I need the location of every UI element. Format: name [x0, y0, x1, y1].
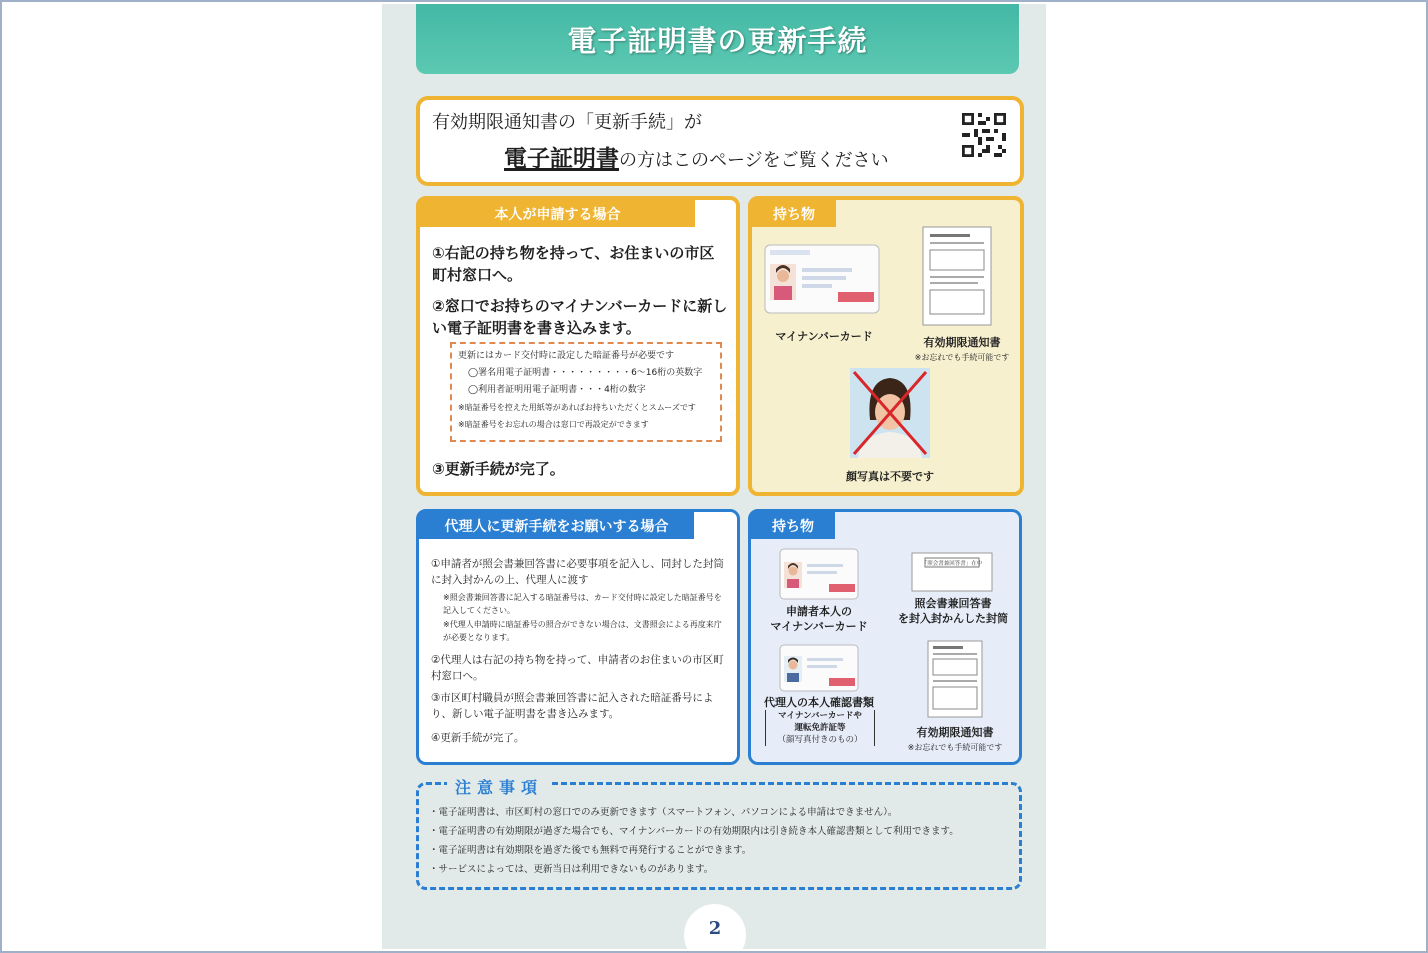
notice-box: [416, 778, 1022, 890]
intro-emphasis: 電子証明書: [504, 146, 619, 172]
intro-line-2: [504, 140, 889, 173]
envelope-image: [911, 552, 993, 592]
no-face-photo-image: [850, 368, 930, 458]
applicant-card-label-line: マイナンバーカード: [770, 620, 868, 633]
applicant-card-image: [779, 548, 859, 600]
proxy-id-line: （顔写真付きのもの）: [777, 735, 863, 745]
proxy-notice-label: 有効期限通知書: [916, 726, 994, 739]
pin-note-line: ◯利用者証明用電子証明書・・・4桁の数字: [468, 385, 646, 395]
self-card-label: マイナンバーカード: [775, 330, 873, 343]
proxy-step-1: ①申請者が照会書兼回答書に必要事項を記入し、同封した封筒に封入封かんの上、代理人に渡す: [431, 558, 724, 586]
notice-heading: 注意事項: [447, 775, 551, 798]
self-application-box: [416, 196, 740, 496]
self-step-2: ②窓口でお持ちのマイナンバーカードに新しい電子証明書を書き込みます。: [432, 297, 728, 337]
self-items-tab: 持ち物: [752, 200, 836, 227]
applicant-card-label-line: 申請者本人の: [786, 605, 852, 618]
self-notice-label: 有効期限通知書: [923, 336, 1001, 349]
intro-box: [416, 96, 1024, 186]
proxy-items-box: [748, 509, 1022, 765]
expiry-notice-document-image: [922, 226, 992, 326]
pin-note-box: [450, 342, 722, 442]
proxy-notice-sublabel: ※お忘れでも手続可能です: [907, 743, 1003, 752]
qr-code-icon[interactable]: [962, 113, 1006, 157]
pin-note-line: ※暗証番号をお忘れの場合は窓口で再設定ができます: [458, 420, 649, 429]
proxy-step-1-note-1: ※照会書兼回答書に記入する暗証番号は、カード交付時に設定した暗証番号を記入してください。: [443, 593, 722, 615]
proxy-step-4: ④更新手続が完了。: [431, 732, 525, 744]
envelope-document-title: 「照会書兼回答書」在中: [921, 561, 983, 567]
proxy-id-title: 代理人の本人確認書類: [764, 696, 874, 709]
self-step-1: ①右記の持ち物を持って、お住まいの市区町村窓口へ。: [432, 244, 715, 284]
self-items-box: [748, 196, 1024, 496]
applicant-card-label: [759, 604, 879, 634]
notice-item: ・サービスによっては、更新当日は利用できないものがあります。: [429, 864, 714, 875]
pin-note-line: 更新にはカード交付時に設定した暗証番号が必要です: [458, 351, 675, 361]
proxy-expiry-notice-image: [927, 640, 983, 718]
notice-item: ・電子証明書は有効期限を過ぎた後でも無料で再発行することができます。: [429, 845, 752, 856]
envelope-label: [891, 596, 1015, 626]
proxy-id-line: 運転免許証等: [794, 723, 846, 733]
page-title: 電子証明書の更新手続: [567, 23, 868, 58]
pin-note-line: ◯署名用電子証明書・・・・・・・・・6～16桁の英数字: [468, 368, 703, 378]
proxy-application-box: [416, 509, 740, 765]
intro-line-2-rest: の方はこのページをご覧ください: [619, 150, 889, 171]
notice-list: [429, 803, 959, 879]
proxy-step-1-note-2: ※代理人申請時に暗証番号の照合ができない場合は、文書照会による再度来庁が必要となります。: [443, 620, 722, 642]
self-step-3: ③更新手続が完了。: [432, 460, 565, 478]
proxy-items-tab: 持ち物: [751, 512, 835, 539]
proxy-step-2: ②代理人は右記の持ち物を持って、申請者のお住まいの市区町村窓口へ。: [431, 654, 724, 682]
self-notice-sublabel: ※お忘れでも手続可能です: [914, 353, 1010, 362]
document-page: [382, 4, 1046, 949]
title-banner: [416, 4, 1019, 74]
proxy-step-3: ③市区町村職員が照会書兼回答書に記入された暗証番号により、新しい電子証明書を書き込みます。: [431, 692, 714, 720]
proxy-id-line: マイナンバーカードや: [778, 711, 862, 721]
proxy-application-tab: 代理人に更新手続をお願いする場合: [419, 512, 694, 539]
self-application-tab: 本人が申請する場合: [420, 200, 695, 227]
envelope-label-line: を封入封かんした封筒: [898, 612, 1008, 625]
pin-note-line: ※暗証番号を控えた用紙等があればお持ちいただくとスムーズです: [458, 403, 696, 412]
intro-line-1: 有効期限通知書の「更新手続」が: [432, 112, 702, 133]
notice-item: ・電子証明書の有効期限が過ぎた場合でも、マイナンバーカードの有効期限内は引き続き本人確認書類として利用できます。: [429, 826, 959, 837]
proxy-id-card-image: [779, 644, 859, 692]
page-number: 2: [684, 904, 746, 949]
envelope-label-line: 照会書兼回答書: [914, 597, 992, 610]
my-number-card-image: [764, 244, 880, 314]
no-photo-label: 顔写真は不要です: [846, 470, 934, 483]
proxy-id-details: [765, 710, 875, 746]
notice-item: ・電子証明書は、市区町村の窓口でのみ更新できます（スマートフォン、パソコンによる申請はできません）。: [429, 807, 898, 818]
